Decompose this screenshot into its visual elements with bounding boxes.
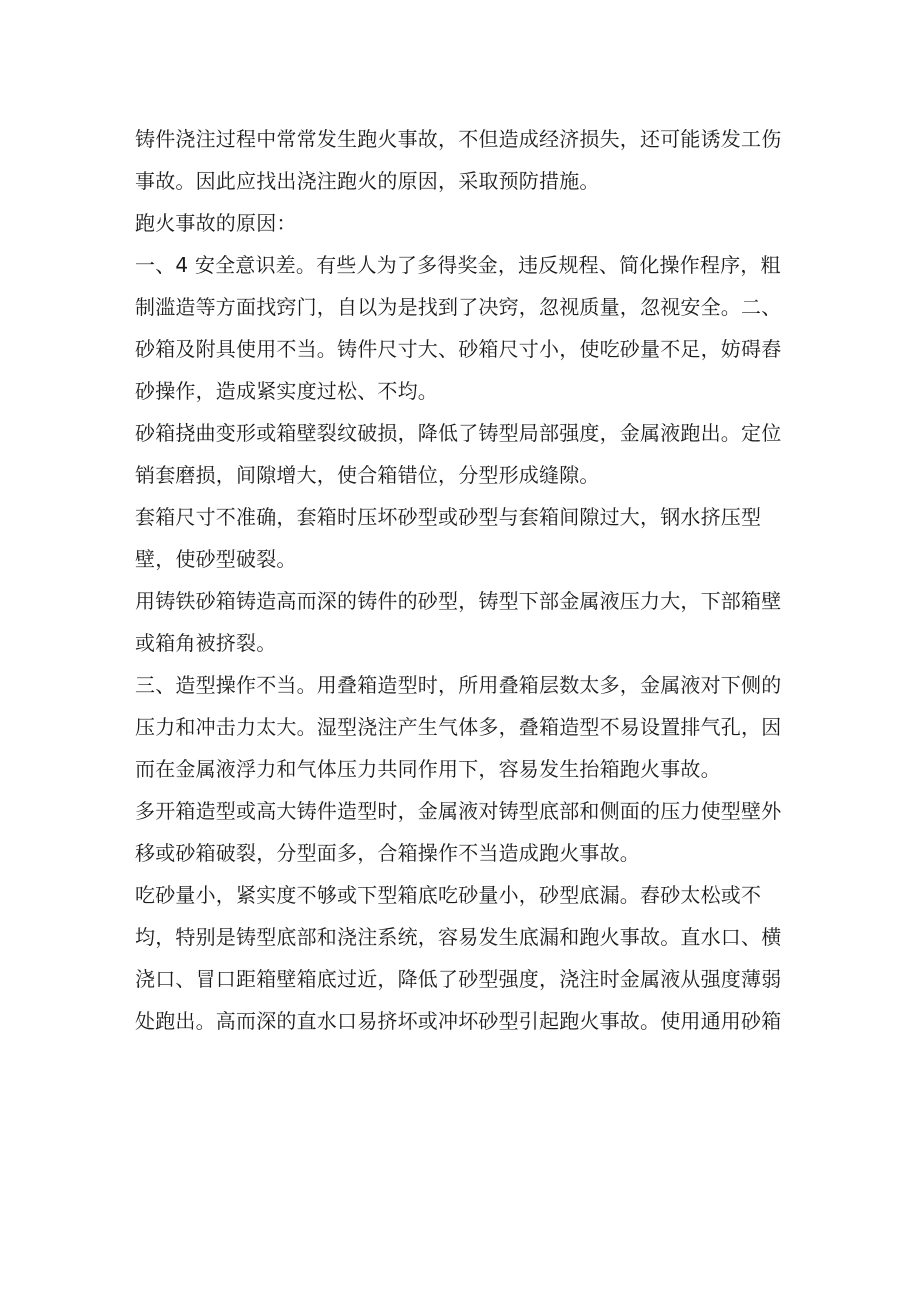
- text-line: 砂箱挠曲变形或箱壁裂纹破损，降低了铸型局部强度，金属液跑出。定位: [135, 421, 782, 445]
- text-line: 套箱尺寸不准确，套箱时压坏砂型或砂型与套箱间隙过大，钢水挤压型: [135, 505, 762, 529]
- text-line: 或箱角被挤裂。: [135, 631, 277, 655]
- text-line: 壁，使砂型破裂。: [135, 547, 297, 571]
- body-text: [135, 118, 785, 1042]
- text-line: 制滥造等方面找窍门，自以为是找到了决窍，忽视质量，忽视安全。二、: [135, 295, 782, 319]
- text-line: 均，特别是铸型底部和浇注系统，容易发生底漏和跑火事故。直水口、横: [135, 925, 782, 949]
- text-line: 而在金属液浮力和气体压力共同作用下，容易发生抬箱跑火事故。: [135, 757, 721, 781]
- text-line: 跑火事故的原因：: [135, 211, 297, 235]
- text-line: 用铸铁砂箱铸造高而深的铸件的砂型，铸型下部金属液压力大，下部箱壁: [135, 589, 782, 613]
- text-line: 事故。因此应找出浇注跑火的原因，采取预防措施。: [135, 169, 600, 193]
- text-line: 三、造型操作不当。用叠箱造型时，所用叠箱层数太多，金属液对下侧的: [135, 673, 782, 697]
- text-line: 销套磨损，间隙增大，使合箱错位，分型形成缝隙。: [135, 463, 600, 487]
- text-line: 吃砂量小，紧实度不够或下型箱底吃砂量小，砂型底漏。舂砂太松或不: [135, 883, 762, 907]
- text-line: 浇口、冒口距箱壁箱底过近，降低了砂型强度，浇注时金属液从强度薄弱: [135, 967, 782, 991]
- text-line: 处跑出。高而深的直水口易挤坏或冲坏砂型引起跑火事故。使用通用砂箱: [135, 1009, 782, 1033]
- text-line: 砂箱及附具使用不当。铸件尺寸大、砂箱尺寸小，使吃砂量不足，妨碍舂: [135, 337, 782, 361]
- text-line: 砂操作，造成紧实度过松、不均。: [135, 379, 438, 403]
- text-line: 铸件浇注过程中常常发生跑火事故，不但造成经济损失，还可能诱发工伤: [135, 127, 782, 151]
- text-line: 压力和冲击力太大。湿型浇注产生气体多，叠箱造型不易设置排气孔，因: [135, 715, 782, 739]
- text-line: 一、4 安全意识差。有些人为了多得奖金，违反规程、简化操作程序，粗: [135, 253, 781, 277]
- text-line: 多开箱造型或高大铸件造型时，金属液对铸型底部和侧面的压力使型壁外: [135, 799, 782, 823]
- text-line: 移或砂箱破裂，分型面多，合箱操作不当造成跑火事故。: [135, 841, 640, 865]
